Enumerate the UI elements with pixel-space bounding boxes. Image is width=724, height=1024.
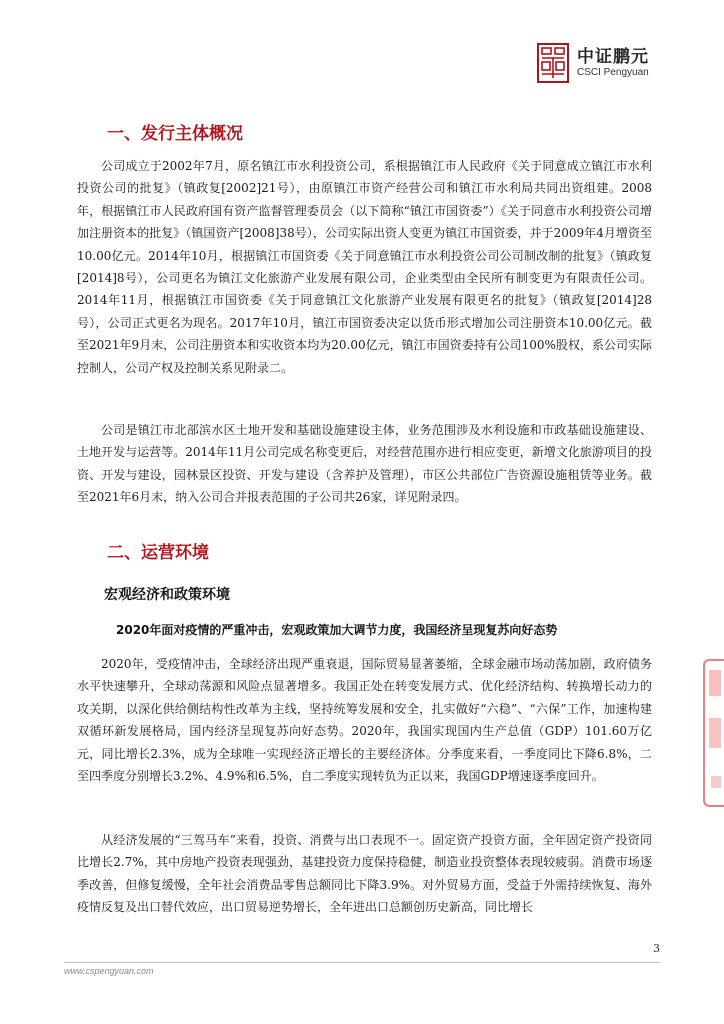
section-1-paragraph-2: 公司是镇江市北部滨水区土地开发和基础设施建设主体，业务范围涉及水利设施和市政基础设施建设、土地开发与运营等。2014年11月公司完成名称变更后，对经营范围亦进行相应变更，新增文化旅游项目的投资、开发与建设，园林景区投资、开发与建设（含养护及管理），市区公共部位广告资源设施租赁等业务。截至2021年6月末，纳入公司合并报表范围的子公司共26家，详见附录四。: [77, 423, 652, 505]
section-1-paragraph-1: 公司成立于2002年7月，原名镇江市水利投资公司，系根据镇江市人民政府《关于同意成立镇江市水利投资公司的批复》（镇政复[2002]21号），由原镇江市资产经营公司和镇江市水利局共同出资组建。2008年，根据镇江市人民政府国有资产监督管理委员会（以下简称“镇江市国资委”）《关于同意市水利投资公司增加注册资本的批复》（镇国资产[2008]38号），公司实际出资人变更为镇江市国资委，并于2009年4月增资至10.00亿元。2014年10月，根据镇江市国资委《关于同意镇江市水利投资公司公司制改制的批复》（镇政复[2014]8号），公司更名为镇江文化旅游产业发展有限公司，企业类型由全民所有制变更为有限责任公司。2014年11月，根据镇江市国资委《关于同意镇江文化旅游产业发展有限更名的批复》（镇政复[2014]28号），公司正式更名为现名。2017年10月，镇江市国资委决定以货币形式增加公司注册资本10.00亿元。截至2021年9月末，公司注册资本和实收资本均为20.00亿元，镇江市国资委持有公司100%股权，系公司实际控制人，公司产权及控制关系见附录二。: [77, 159, 652, 375]
logo-text: [577, 47, 649, 79]
section-2-paragraph-2: 从经济发展的“三驾马车”来看，投资、消费与出口表现不一。固定资产投资方面，全年固定资产投资同比增长2.7%，其中房地产投资表现强劲，基建投资力度保持稳健，制造业投资整体表现较疲弱。消费市场逐季改善，但修复缓慢，全年社会消费品零售总额同比下降3.9%。对外贸易方面，受益于外需持续恢复、海外疫情反复及出口替代效应，出口贸易逆势增长，全年进出口总额创历史新高，同比增长: [77, 833, 652, 915]
subsubsection-heading: 2020年面对疫情的严重冲击，宏观政策加大调节力度，我国经济呈现复苏向好态势: [116, 623, 558, 637]
seal-stamp-icon: [702, 658, 724, 808]
company-logo: [537, 38, 687, 88]
section-2-paragraph-1: 2020年，受疫情冲击，全球经济出现严重衰退，国际贸易显著萎缩，全球金融市场动荡加剧，政府债务水平快速攀升，全球动荡源和风险点显著增多。我国正处在转变发展方式、优化经济结构、转换增长动力的攻关期，以深化供给侧结构性改革为主线，坚持统筹发展和安全，扎实做好“六稳”、“六保”工作，加速构建双循环新发展格局，国内经济呈现复苏向好态势。2020年，我国实现国内生产总值（GDP）101.60万亿元，同比增长2.3%，成为全球唯一实现经济正增长的主要经济体。分季度来看，一季度同比下降6.8%，二至四季度分别增长3.2%、4.9%和6.5%，自二季度实现转负为正以来，我国GDP增速逐季度回升。: [77, 657, 652, 784]
section-1-heading: 一、发行主体概况: [107, 124, 243, 144]
footer-url: www.cspengyuan.com: [64, 966, 154, 976]
logo-mark-icon: [537, 43, 569, 83]
page-number: 3: [653, 942, 660, 955]
logo-english-name: CSCI Pengyuan: [577, 67, 649, 78]
footer-divider: [64, 962, 660, 963]
logo-chinese-name: 中证鹏元: [577, 47, 649, 67]
section-2-heading: 二、运营环境: [107, 543, 209, 563]
subsection-heading: 宏观经济和政策环境: [104, 587, 230, 603]
